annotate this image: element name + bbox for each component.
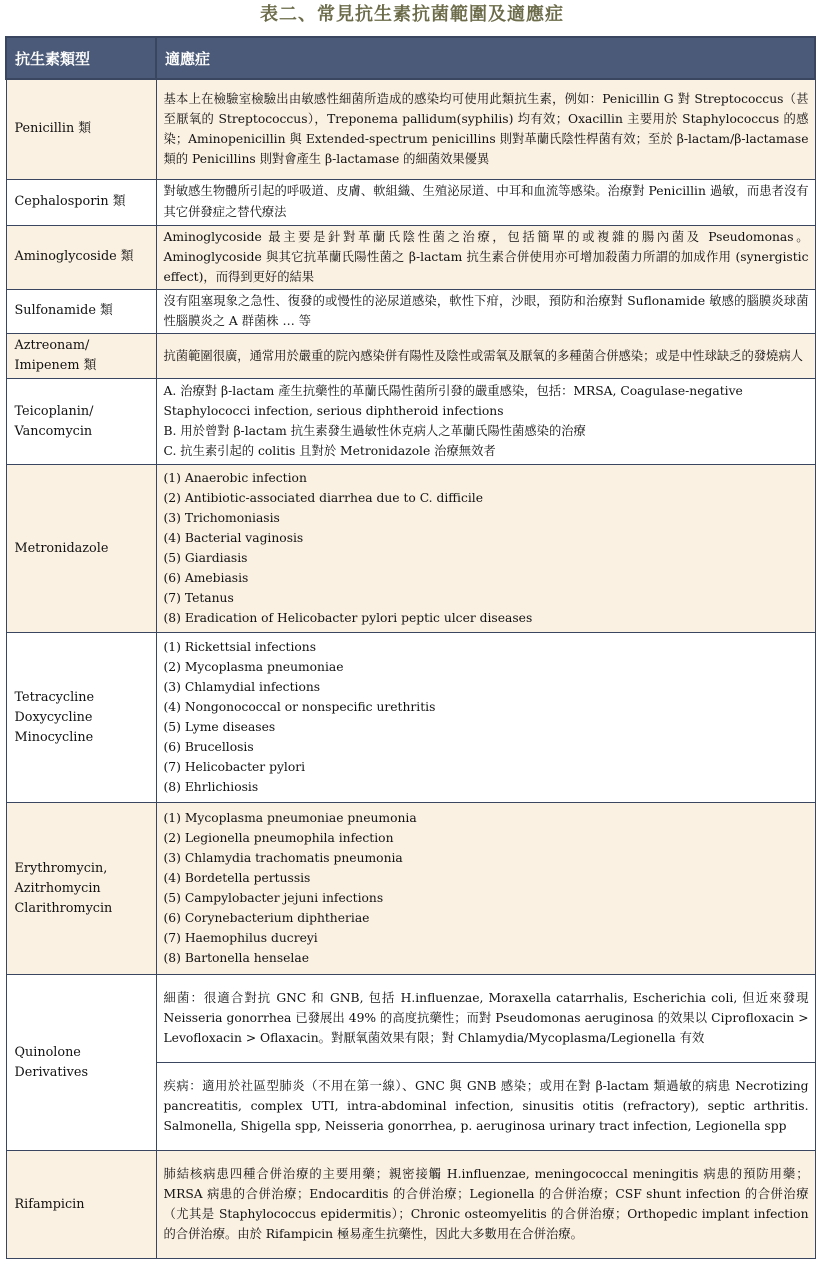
indication-text: 對敏感生物體所引起的呼吸道、皮膚、軟組織、生殖泌尿道、中耳和血流等感染。治療對 Penicillin 過敏，而患者沒有其它併發症之替代療法 <box>156 179 815 225</box>
list-item: (6) Brucellosis <box>163 740 254 755</box>
list-item: (2) Legionella pneumophila infection <box>163 830 394 845</box>
antibiotic-name: Aminoglycoside 類 <box>6 225 156 289</box>
table-row <box>6 289 815 333</box>
list-item: (3) Trichomoniasis <box>163 510 280 525</box>
list-item: (1) Mycoplasma pneumoniae pneumonia <box>163 810 417 825</box>
table-row <box>6 465 815 633</box>
antibiotic-name: Aztreonam/ Imipenem 類 <box>6 333 156 378</box>
list-item: (8) Bartonella henselae <box>163 951 309 966</box>
table-row <box>6 179 815 225</box>
indication-list <box>156 633 815 803</box>
table-row <box>6 633 815 803</box>
antibiotic-name: Metronidazole <box>6 465 156 633</box>
list-item: (1) Rickettsial infections <box>163 639 317 654</box>
indication-text: 沒有阻塞現象之急性、復發的或慢性的泌尿道感染，軟性下疳，沙眼，預防和治療對 Suflonamide 敏感的腦膜炎球菌性腦膜炎之 A 群菌株 … 等 <box>156 289 815 333</box>
list-item: (6) Corynebacterium diphtheriae <box>163 911 370 926</box>
table-row <box>6 225 815 289</box>
antibiotic-name: Cephalosporin 類 <box>6 179 156 225</box>
antibiotic-name: Rifampicin <box>6 1151 156 1259</box>
indication-text: 基本上在檢驗室檢驗出由敏感性細菌所造成的感染均可使用此類抗生素，例如：Penicillin G 對 Streptococcus（甚至厭氧的 Streptococcus），Treponema pallidum(syphilis) 均有效；Oxacillin 主要用於 Staphylococcus 的感染；Aminopenicillin 與 Extended-spectrum penicillins 則對革蘭氏陰性桿菌有效；至於 β-lactam/β-lactamase 類的 Penicillins 則對會產生 β-lactamase 的細菌效果優異 <box>156 79 815 179</box>
antibiotic-table <box>5 36 816 1259</box>
table-row <box>6 79 815 179</box>
list-item: (4) Bacterial vaginosis <box>163 531 304 546</box>
indication-text: 抗菌範圍很廣，通常用於嚴重的院內感染併有陽性及陰性或需氧及厭氧的多種菌合併感染；或是中性球缺乏的發燒病人 <box>156 333 815 378</box>
antibiotic-name: Teicoplanin/ Vancomycin <box>6 379 156 465</box>
table-title: 表二、常見抗生素抗菌範圍及適應症 <box>260 4 564 25</box>
header-antibiotic-type: 抗生素類型 <box>6 37 156 79</box>
table-row <box>6 333 815 378</box>
indication-text: 細菌：很適合對抗 GNC 和 GNB, 包括 H.influenzae, Moraxella catarrhalis, Escherichia coli, 但近來發現 Neisseria gonorrhea 已發展出 49% 的高度抗藥性；而對 Pseudomonas aeruginosa 的效果以 Ciprofloxacin > Levofloxacin > Oflaxacin。對厭氧菌效果有限；對 Chlamydia/Mycoplasma/Legionella 有效 <box>156 975 815 1063</box>
antibiotic-name: Tetracycline Doxycycline Minocycline <box>6 633 156 803</box>
list-item: A. 治療對 β-lactam 產生抗藥性的革蘭氏陽性菌所引發的嚴重感染，包括：MRSA, Coagulase-negative Staphylococci infection, serious diphtheroid infections <box>163 383 743 419</box>
list-item: (3) Chlamydial infections <box>163 679 321 694</box>
list-item: (7) Haemophilus ducreyi <box>163 931 318 946</box>
indication-text: 肺結核病患四種合併治療的主要用藥；親密接觸 H.influenzae, meningococcal meningitis 病患的預防用藥；MRSA 病患的合併治療；Endocarditis 的合併治療；Legionella 的合併治療；CSF shunt infection 的合併治療（尤其是 Staphylococcus epidermitis）；Chronic osteomyelitis 的合併治療；Orthopedic implant infection 的合併治療。由於 Rifampicin 極易產生抗藥性，因此大多數用在合併治療。 <box>156 1151 815 1259</box>
list-item: C. 抗生素引起的 colitis 且對於 Metronidazole 治療無效者 <box>163 444 496 459</box>
list-item: (4) Bordetella pertussis <box>163 871 311 886</box>
list-item: (5) Giardiasis <box>163 551 248 566</box>
table-header-row <box>6 37 815 79</box>
indication-list <box>156 379 815 465</box>
list-item: (6) Amebiasis <box>163 571 249 586</box>
header-indications: 適應症 <box>156 37 815 79</box>
list-item: (7) Tetanus <box>163 591 234 606</box>
table-row <box>6 803 815 975</box>
list-item: (8) Eradication of Helicobacter pylori peptic ulcer diseases <box>163 611 533 626</box>
list-item: (3) Chlamydia trachomatis pneumonia <box>163 850 403 865</box>
table-row <box>6 379 815 465</box>
antibiotic-name: Penicillin 類 <box>6 79 156 179</box>
indication-text: Aminoglycoside 最主要是針對革蘭氏陰性菌之治療，包括簡單的或複雜的腸內菌及 Pseudomonas。Aminoglycoside 與其它抗革蘭氏陽性菌之 β-lactam 抗生素合併使用亦可增加殺菌力所謂的加成作用 (synergistic effect)，而得到更好的結果 <box>156 225 815 289</box>
indication-list <box>156 465 815 633</box>
antibiotic-name: Erythromycin, Azitrhomycin Clarithromycin <box>6 803 156 975</box>
list-item: (1) Anaerobic infection <box>163 470 307 485</box>
list-item: (5) Lyme diseases <box>163 720 276 735</box>
indication-text: 疾病：適用於社區型肺炎（不用在第一線）、GNC 與 GNB 感染；或用在對 β-lactam 類過敏的病患 Necrotizing pancreatitis, complex UTI, intra-abdominal infection, sinusitis otitis (refractory), septic arthritis. Salmonella, Shigella spp, Neisseria gonorrhea, p. aeruginosa urinary tract infection, Legionella spp <box>156 1063 815 1151</box>
antibiotic-name: Quinolone Derivatives <box>6 975 156 1151</box>
table-row <box>6 975 815 1063</box>
list-item: (5) Campylobacter jejuni infections <box>163 891 384 906</box>
indication-list <box>156 803 815 975</box>
antibiotic-name: Sulfonamide 類 <box>6 289 156 333</box>
table-row <box>6 1151 815 1259</box>
list-item: (8) Ehrlichiosis <box>163 780 259 795</box>
list-item: (7) Helicobacter pylori <box>163 760 306 775</box>
list-item: (2) Mycoplasma pneumoniae <box>163 659 344 674</box>
list-item: (2) Antibiotic-associated diarrhea due to C. difficile <box>163 490 483 505</box>
list-item: B. 用於曾對 β-lactam 抗生素發生過敏性休克病人之革蘭氏陽性菌感染的治療 <box>163 424 586 439</box>
list-item: (4) Nongonococcal or nonspecific urethritis <box>163 700 436 715</box>
